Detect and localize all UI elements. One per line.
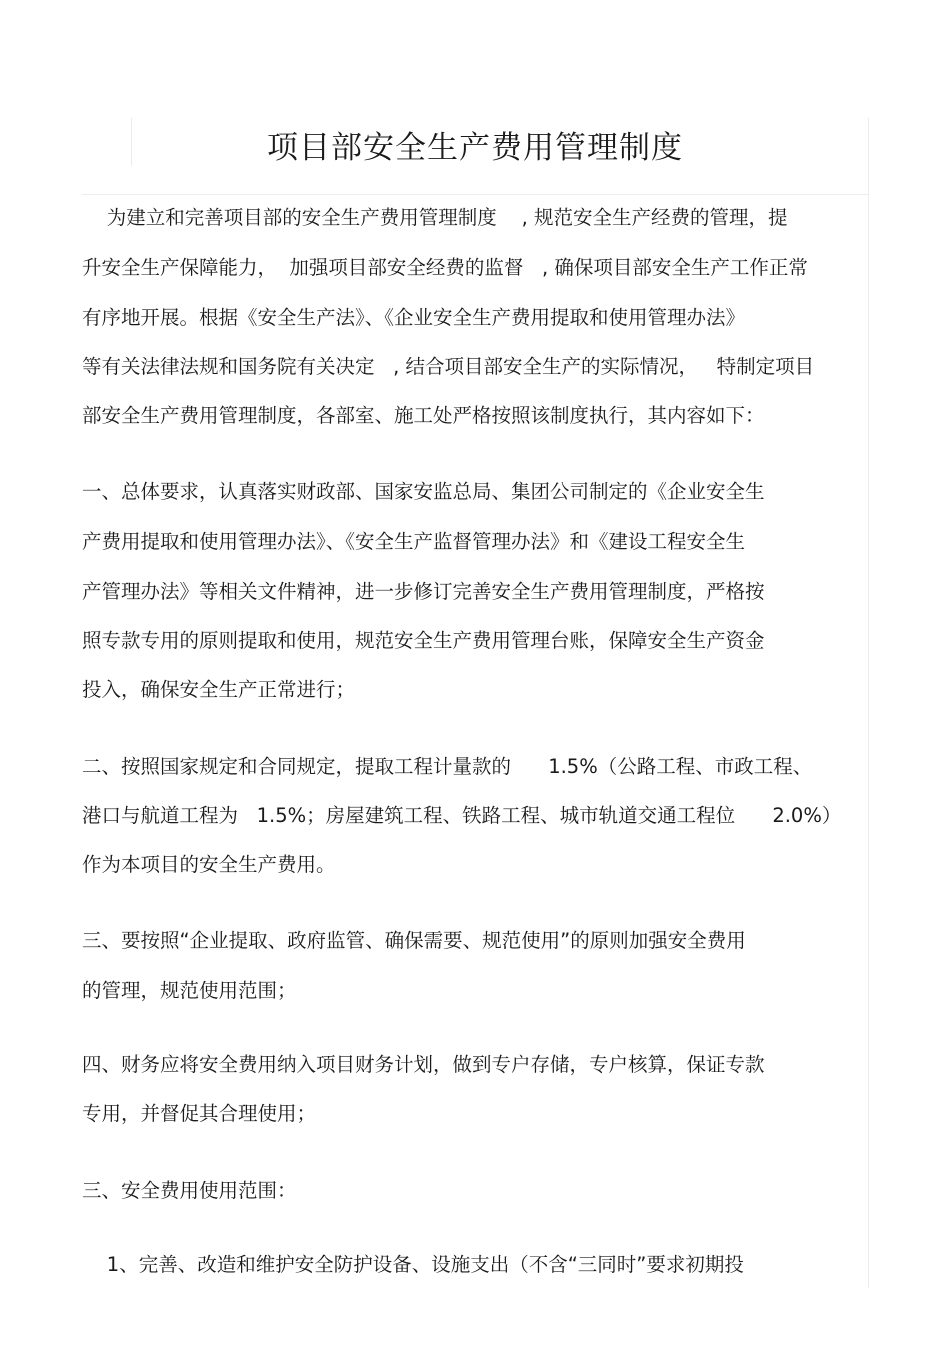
frame-right-line (868, 118, 869, 1288)
section4-line: 专用，并督促其合理使用； (82, 1102, 317, 1125)
item1-line: 1、完善、改造和维护安全防护设备、设施支出（不含“三同时”要求初期投 (82, 1253, 744, 1276)
section3-line: 的管理，规范使用范围； (82, 979, 297, 1002)
section1-line: 一、总体要求，认真落实财政部、国家安监总局、集团公司制定的《企业安全生 (82, 480, 765, 503)
section1-line: 产费用提取和使用管理办法》、《安全生产监督管理办法》和《建设工程安全生 (82, 530, 746, 553)
section1-line: 产管理办法》等相关文件精神，进一步修订完善安全生产费用管理制度，严格按 (82, 580, 765, 603)
intro-line: 有序地开展。根据《安全生产法》、《企业安全生产费用提取和使用管理办法》 (82, 306, 746, 329)
intro-line: 部安全生产费用管理制度，各部室、施工处严格按照该制度执行，其内容如下： (82, 404, 765, 427)
section2-line: 二、按照国家规定和合同规定，提取工程计量款的 1.5%（公路工程、市政工程、 (82, 755, 813, 778)
section5-heading: 三、安全费用使用范围： (82, 1179, 297, 1202)
section2-line: 作为本项目的安全生产费用。 (82, 853, 336, 876)
section3-line: 三、要按照“企业提取、政府监管、确保需要、规范使用”的原则加强安全费用 (82, 929, 746, 952)
document-title: 项目部安全生产费用管理制度 (267, 130, 683, 166)
section2-line: 港口与航道工程为 1.5%；房屋建筑工程、铁路工程、城市轨道交通工程位 2.0%） (82, 804, 842, 827)
intro-line: 等有关法律法规和国务院有关决定 , 结合项目部安全生产的实际情况， 特制定项目 (82, 355, 815, 378)
section1-line: 投入，确保安全生产正常进行； (82, 678, 356, 701)
section1-line: 照专款专用的原则提取和使用，规范安全生产费用管理台账，保障安全生产资金 (82, 629, 765, 652)
intro-line: 升安全生产保障能力， 加强项目部安全经费的监督 , 确保项目部安全生产工作正常 (82, 256, 808, 279)
section4-line: 四、财务应将安全费用纳入项目财务计划，做到专户存储，专户核算，保证专款 (82, 1053, 765, 1076)
intro-line: 为建立和完善项目部的安全生产费用管理制度 , 规范安全生产经费的管理，提 (82, 206, 788, 229)
frame-top-line (82, 194, 869, 195)
